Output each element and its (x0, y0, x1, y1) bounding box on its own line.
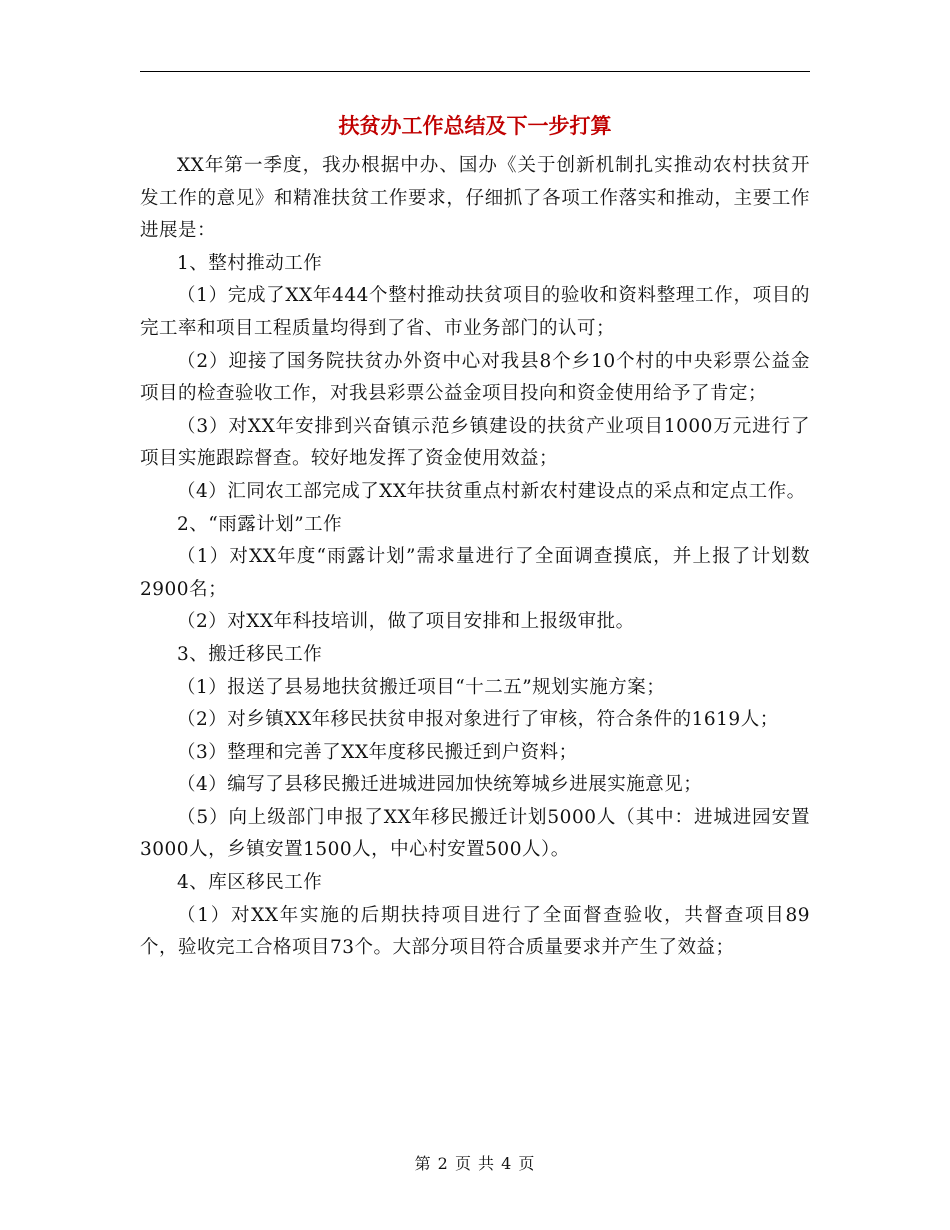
header-rule (140, 71, 810, 72)
document-title: 扶贫办工作总结及下一步打算 (338, 114, 612, 138)
section-heading-4: 4、库区移民工作 (177, 872, 323, 894)
list-item: （1）对XX年实施的后期扶持项目进行了全面督查验收，共督查项目89个，验收完工合格项目73个。大部分项目符合质量要求并产生了效益； (140, 904, 810, 959)
list-item: （2）迎接了国务院扶贫办外资中心对我县8个乡10个村的中央彩票公益金项目的检查验收工作，对我县彩票公益金项目投向和资金使用给予了肯定； (140, 350, 810, 405)
list-item: （3）对XX年安排到兴奋镇示范乡镇建设的扶贫产业项目1000万元进行了项目实施跟踪督查。较好地发挥了资金使用效益； (140, 415, 810, 470)
section-heading-3: 3、搬迁移民工作 (177, 643, 323, 665)
list-item: （1）完成了XX年444个整村推动扶贫项目的验收和资料整理工作，项目的完工率和项目工程质量均得到了省、市业务部门的认可； (140, 285, 810, 339)
page-number-footer: 第 2 页 共 4 页 (414, 1154, 536, 1173)
list-item: （1）报送了县易地扶贫搬迁项目“十二五”规划实施方案； (177, 676, 666, 698)
section-heading-1: 1、整村推动工作 (177, 252, 323, 274)
list-item: （5）向上级部门申报了XX年移民搬迁计划5000人（其中：进城进园安置3000人，乡镇安置1500人，中心村安置500人）。 (140, 806, 810, 861)
list-item: （3）整理和完善了XX年度移民搬迁到户资料； (177, 741, 578, 763)
list-item: （2）对乡镇XX年移民扶贫申报对象进行了审核，符合条件的1619人； (177, 709, 779, 731)
list-item: （4）汇同农工部完成了XX年扶贫重点村新农村建设点的采点和定点工作。 (177, 480, 806, 502)
document-body (140, 150, 810, 965)
list-item: （4）编写了县移民搬迁进城进园加快统筹城乡进展实施意见； (177, 774, 703, 796)
section-heading-2: 2、“雨露计划”工作 (177, 513, 343, 535)
list-item: （2）对XX年科技培训，做了项目安排和上报级审批。 (177, 611, 635, 633)
list-item: （1）对XX年度“雨露计划”需求量进行了全面调查摸底，并上报了计划数2900名； (140, 546, 810, 600)
intro-paragraph: XX年第一季度，我办根据中办、国办《关于创新机制扎实推动农村扶贫开发工作的意见》和精准扶贫工作要求，仔细抓了各项工作落实和推动，主要工作进展是： (140, 155, 810, 242)
